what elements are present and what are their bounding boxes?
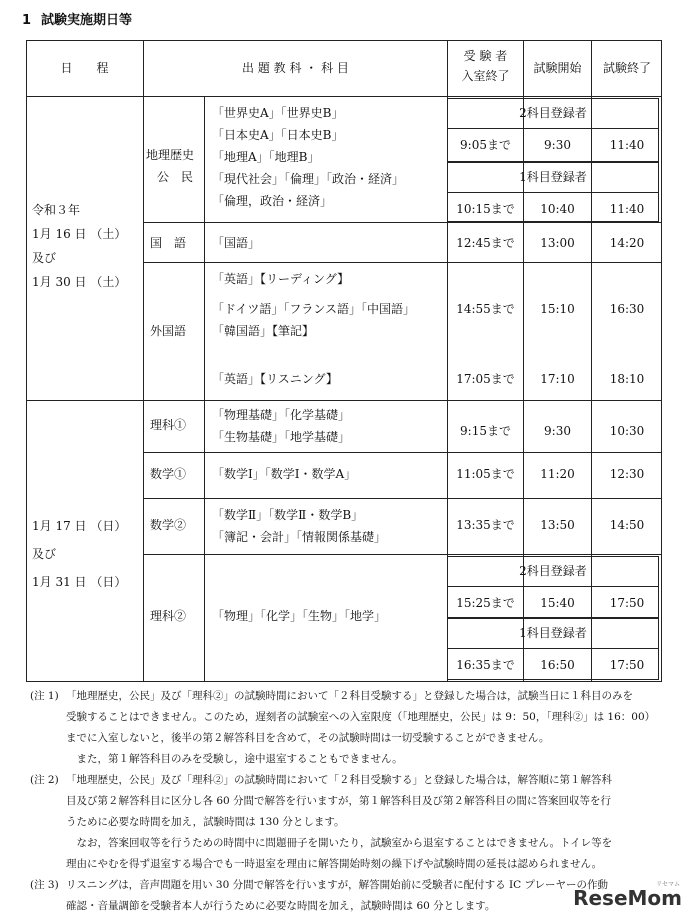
category-line: 公 民	[156, 170, 193, 184]
note-label: (注 3)	[30, 879, 59, 891]
start-time: 16:50	[540, 658, 575, 672]
chireki-subjects	[212, 102, 447, 212]
note-2	[30, 770, 670, 875]
kokugo-subject: 「国語」	[212, 236, 261, 250]
note-label: (注 2)	[30, 774, 59, 786]
day1-date-line: 及び	[32, 251, 57, 265]
header-date: 日 程	[60, 61, 109, 75]
rika1-category: 理科①	[150, 418, 187, 432]
category-line: 地理歴史	[146, 148, 195, 162]
sugaku2-category: 数学②	[150, 518, 187, 532]
logo-small-text: リセマム	[656, 881, 680, 888]
rika2-subject: 「物理」「化学」「生物」「地学」	[212, 609, 387, 623]
entry-time: 12:45まで	[456, 236, 515, 250]
sugaku1-subject: 「数学Ⅰ」「数学Ⅰ・数学A」	[212, 467, 357, 481]
entry-time: 15:25まで	[456, 596, 515, 610]
gaikokugo-category: 外国語	[150, 324, 187, 338]
section-heading	[22, 9, 132, 28]
rika1-subject-line: 「物理基礎」「化学基礎」	[212, 408, 351, 422]
kokugo-category: 国 語	[150, 236, 187, 250]
entry-time: 16:35まで	[456, 658, 515, 672]
note-line: 確認・音量調節を受験者本人が行うために必要な時間を加え，試験時間は 60 分とします。	[66, 900, 496, 912]
gaikokugo-subject-line: 「韓国語」【筆記】	[212, 324, 315, 338]
note-line: 理由にやむを得ず退室する場合でも一時退室を理由に解答開始時刻の繰下げや試験時間の延長は認められません。	[66, 858, 603, 870]
group-label: 2科目登録者	[519, 106, 587, 120]
end-time: 12:30	[609, 467, 645, 481]
end-time: 14:50	[609, 518, 645, 532]
sugaku2-subject-line: 「数学Ⅱ」「数学Ⅱ・数学B」	[212, 508, 364, 522]
subject-line: 「倫理，政治・経済」	[212, 194, 333, 208]
end-time: 17:50	[609, 658, 645, 672]
subject-line: 「世界史A」「世界史B」	[212, 106, 344, 120]
group-label: 1科目登録者	[519, 170, 587, 184]
group-label: 1科目登録者	[519, 626, 587, 640]
sugaku2-subject-line: 「簿記・会計」「情報関係基礎」	[212, 530, 387, 544]
start-time: 10:40	[540, 202, 575, 216]
subject-line: 「現代社会」「倫理」「政治・経済」	[212, 172, 405, 186]
start-time: 13:50	[540, 518, 575, 532]
note-line: 「地理歴史，公民」及び「理科②」の試験時間において「２科目受験する」と登録した場合は，解答順に第１解答科	[66, 774, 612, 786]
gaikokugo-subject-line: 「ドイツ語」「フランス語」「中国語」	[212, 302, 416, 316]
end-time: 17:50	[609, 596, 645, 610]
start-time: 17:10	[540, 372, 575, 386]
entry-time: 11:05まで	[456, 467, 515, 481]
day1-date-line: 1月 16 日 （土）	[32, 227, 127, 241]
note-line: 受験することはできません。このため，遅刻者の試験室への入室限度（「地理歴史，公民」は 9：50，「理科②」は 16：00）	[66, 711, 656, 723]
note-line: 「地理歴史，公民」及び「理科②」の試験時間において「２科目受験する」と登録した場合は，試験当日に１科目のみを	[66, 690, 633, 702]
end-time: 10:30	[609, 424, 645, 438]
end-time: 11:40	[609, 202, 645, 216]
entry-time: 9:15まで	[460, 424, 511, 438]
exam-schedule-table	[26, 40, 662, 682]
day2-date-line: 1月 17 日 （日）	[32, 519, 127, 533]
subject-line: 「地理A」「地理B」	[212, 150, 320, 164]
rika2-category: 理科②	[150, 609, 187, 623]
section-title: 試験実施期日等	[41, 13, 133, 28]
end-time: 18:10	[609, 372, 645, 386]
logo-text: ReseMom	[573, 886, 682, 910]
section-number: 1	[22, 13, 32, 28]
start-time: 13:00	[540, 236, 575, 250]
entry-time: 9:05まで	[460, 138, 511, 152]
note-line: リスニングは，音声問題を用い 30 分間で解答を行いますが，解答開始前に受験者に配付する IC プレーヤーの作動	[66, 879, 609, 891]
start-time: 9:30	[544, 424, 571, 438]
note-line: までに入室しないと，後半の第２解答科目を含めて，その試験時間は一切受験することができません。	[66, 732, 550, 744]
entry-time: 17:05まで	[456, 372, 515, 386]
end-time: 11:40	[609, 138, 645, 152]
entry-time: 14:55まで	[456, 302, 515, 316]
header-entry	[448, 46, 523, 86]
start-time: 11:20	[540, 467, 575, 481]
sugaku1-category: 数学①	[150, 467, 187, 481]
rika1-subject-line: 「生物基礎」「地学基礎」	[212, 430, 351, 444]
end-time: 16:30	[609, 302, 645, 316]
note-1	[30, 686, 670, 770]
chireki-category	[146, 144, 204, 188]
header-subject: 出 題 教 科 ・ 科 目	[242, 61, 349, 75]
start-time: 9:30	[544, 138, 571, 152]
notes	[30, 686, 670, 917]
day1-date-line: 令和３年	[32, 203, 81, 217]
note-line: 目及び第２解答科目に区分し各 60 分間で解答を行いますが，第１解答科目及び第２解答科目の間に答案回収等を行	[66, 795, 612, 807]
note-line: うために必要な時間を加え，試験時間は 130 分とします。	[66, 816, 345, 828]
group-label: 2科目登録者	[519, 564, 587, 578]
start-time: 15:40	[540, 596, 575, 610]
resemom-logo	[573, 881, 682, 910]
entry-time: 10:15まで	[456, 202, 515, 216]
entry-time: 13:35まで	[456, 518, 515, 532]
gaikokugo-subject-line: 「英語」【リーディング】	[212, 272, 350, 286]
day2-dates	[32, 512, 142, 596]
note-label: (注 1)	[30, 690, 59, 702]
note-line: なお，答案回収等を行うための時間中に問題冊子を開いたり，試験室から退室することはできません。トイレ等を	[66, 837, 613, 849]
day1-date-line: 1月 30 日 （土）	[32, 275, 127, 289]
day2-date-line: 1月 31 日 （日）	[32, 575, 127, 589]
day2-date-line: 及び	[32, 547, 57, 561]
start-time: 15:10	[540, 302, 575, 316]
header-start: 試験開始	[533, 61, 582, 75]
day1-dates	[32, 198, 142, 294]
note-line: また，第１解答科目のみを受験し，途中退室することもできません。	[66, 753, 403, 765]
header-end: 試験終了	[602, 61, 651, 75]
listening-subject: 「英語」【リスニング】	[212, 372, 338, 386]
subject-line: 「日本史A」「日本史B」	[212, 128, 344, 142]
header-entry-line2: 入室終了	[461, 69, 510, 83]
end-time: 14:20	[609, 236, 645, 250]
header-entry-line1: 受 験 者	[463, 49, 508, 63]
